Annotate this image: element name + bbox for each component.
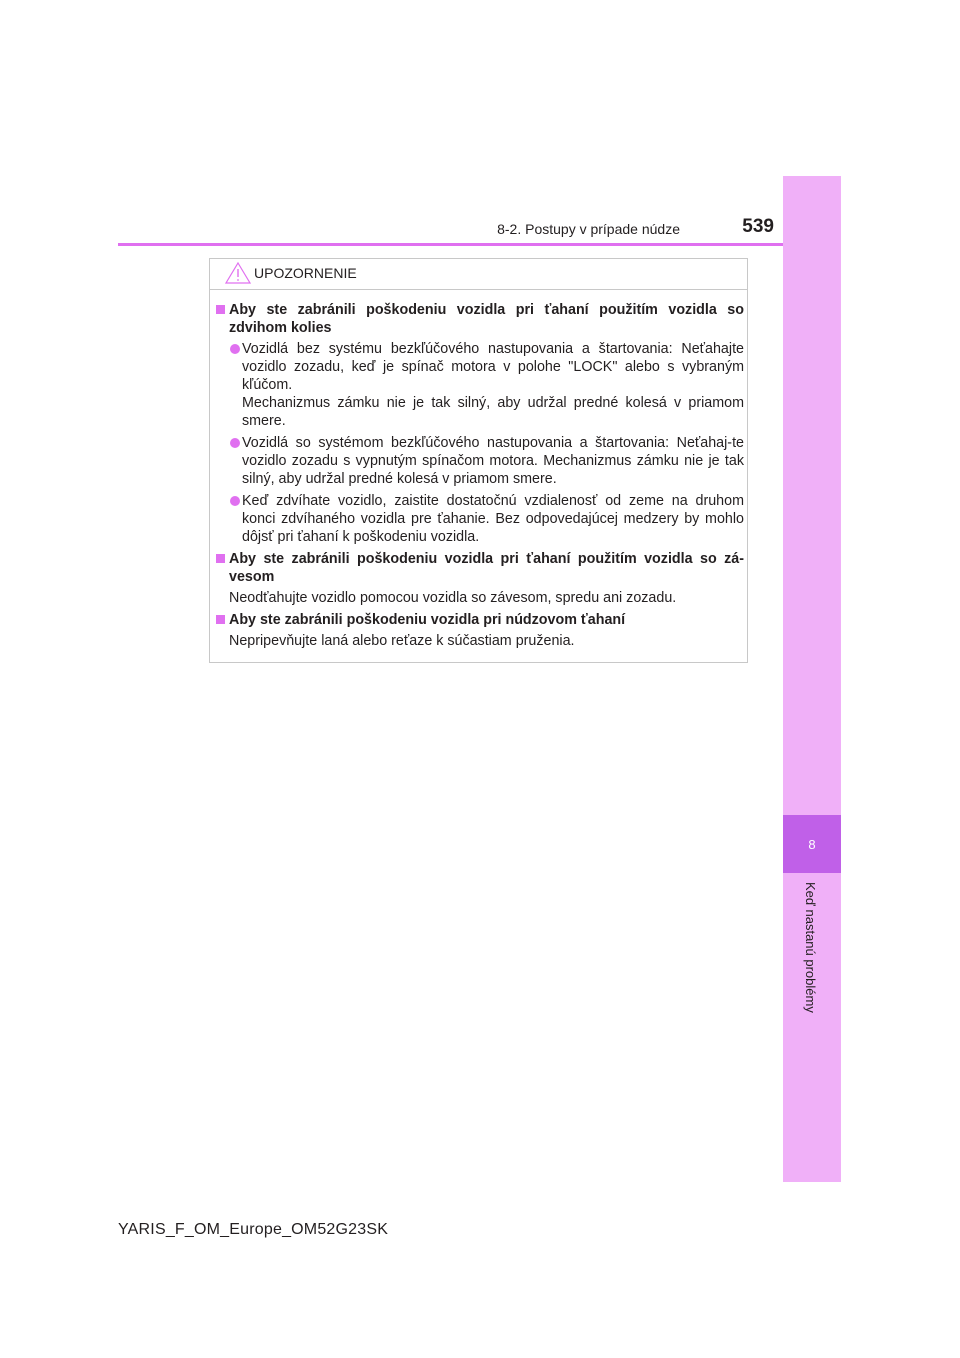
header-section-title: 8-2. Postupy v prípade núdze (497, 221, 680, 237)
list-item (216, 340, 744, 430)
warning-box (209, 258, 748, 663)
warning-header (210, 259, 747, 290)
section-text: Nepripevňujte laná alebo reťaze k súčastiam pruženia. (229, 633, 575, 649)
list-item-text: Keď zdvíhate vozidlo, zaistite dostatočnú vzdialenosť od zeme na druhom konci zdvíhaného vozidla pre ťahanie. Bez odpovedajúcej medzery by mohlo dôjsť pri ťahaní k poškodeniu vozidla. (242, 493, 744, 545)
square-bullet-icon (216, 615, 225, 624)
header-rule (118, 243, 840, 246)
round-bullet-icon (230, 438, 240, 448)
side-tab (783, 176, 841, 1182)
side-tab-number (783, 815, 841, 873)
section-heading-text: Aby ste zabránili poškodeniu vozidla pri ťahaní použitím vozidla so zdvihom kolies (229, 302, 744, 336)
warning-label: UPOZORNENIE (254, 265, 357, 281)
round-bullet-icon (230, 344, 240, 354)
side-tab-number-text: 8 (808, 836, 816, 852)
warning-content (216, 301, 744, 654)
section-heading (216, 301, 744, 337)
square-bullet-icon (216, 305, 225, 314)
section-heading (216, 611, 744, 629)
list-item (216, 492, 744, 546)
square-bullet-icon (216, 554, 225, 563)
section-heading-text: Aby ste zabránili poškodeniu vozidla pri ťahaní použitím vozidla so zá-vesom (229, 551, 744, 585)
round-bullet-icon (230, 496, 240, 506)
list-item (216, 434, 744, 488)
section-heading-text: Aby ste zabránili poškodeniu vozidla pri núdzovom ťahaní (229, 612, 626, 628)
section-heading (216, 550, 744, 586)
warning-triangle-icon (225, 262, 251, 284)
side-tab-label: Keď nastanú problémy (803, 882, 818, 1013)
page-number: 539 (742, 216, 774, 237)
section-text: Neodťahujte vozidlo pomocou vozidla so závesom, spredu ani zozadu. (229, 590, 677, 606)
list-item-text: Vozidlá so systémom bezkľúčového nastupovania a štartovania: Neťahaj-te vozidlo zozadu s vypnutým spínačom motora. Mechanizmus zámku nie je tak silný, aby udržal predné kolesá v priamom smere. (242, 435, 744, 487)
list-item-text: Vozidlá bez systému bezkľúčového nastupovania a štartovania: Neťahajte vozidlo zozadu, keď je spínač motora v polohe "LOCK" alebo s vybraným kľúčom. Mechanizmus zámku nie je tak silný, aby udržal predné kolesá v priamom smere. (242, 341, 744, 429)
footer-doc-code: YARIS_F_OM_Europe_OM52G23SK (118, 1221, 389, 1238)
